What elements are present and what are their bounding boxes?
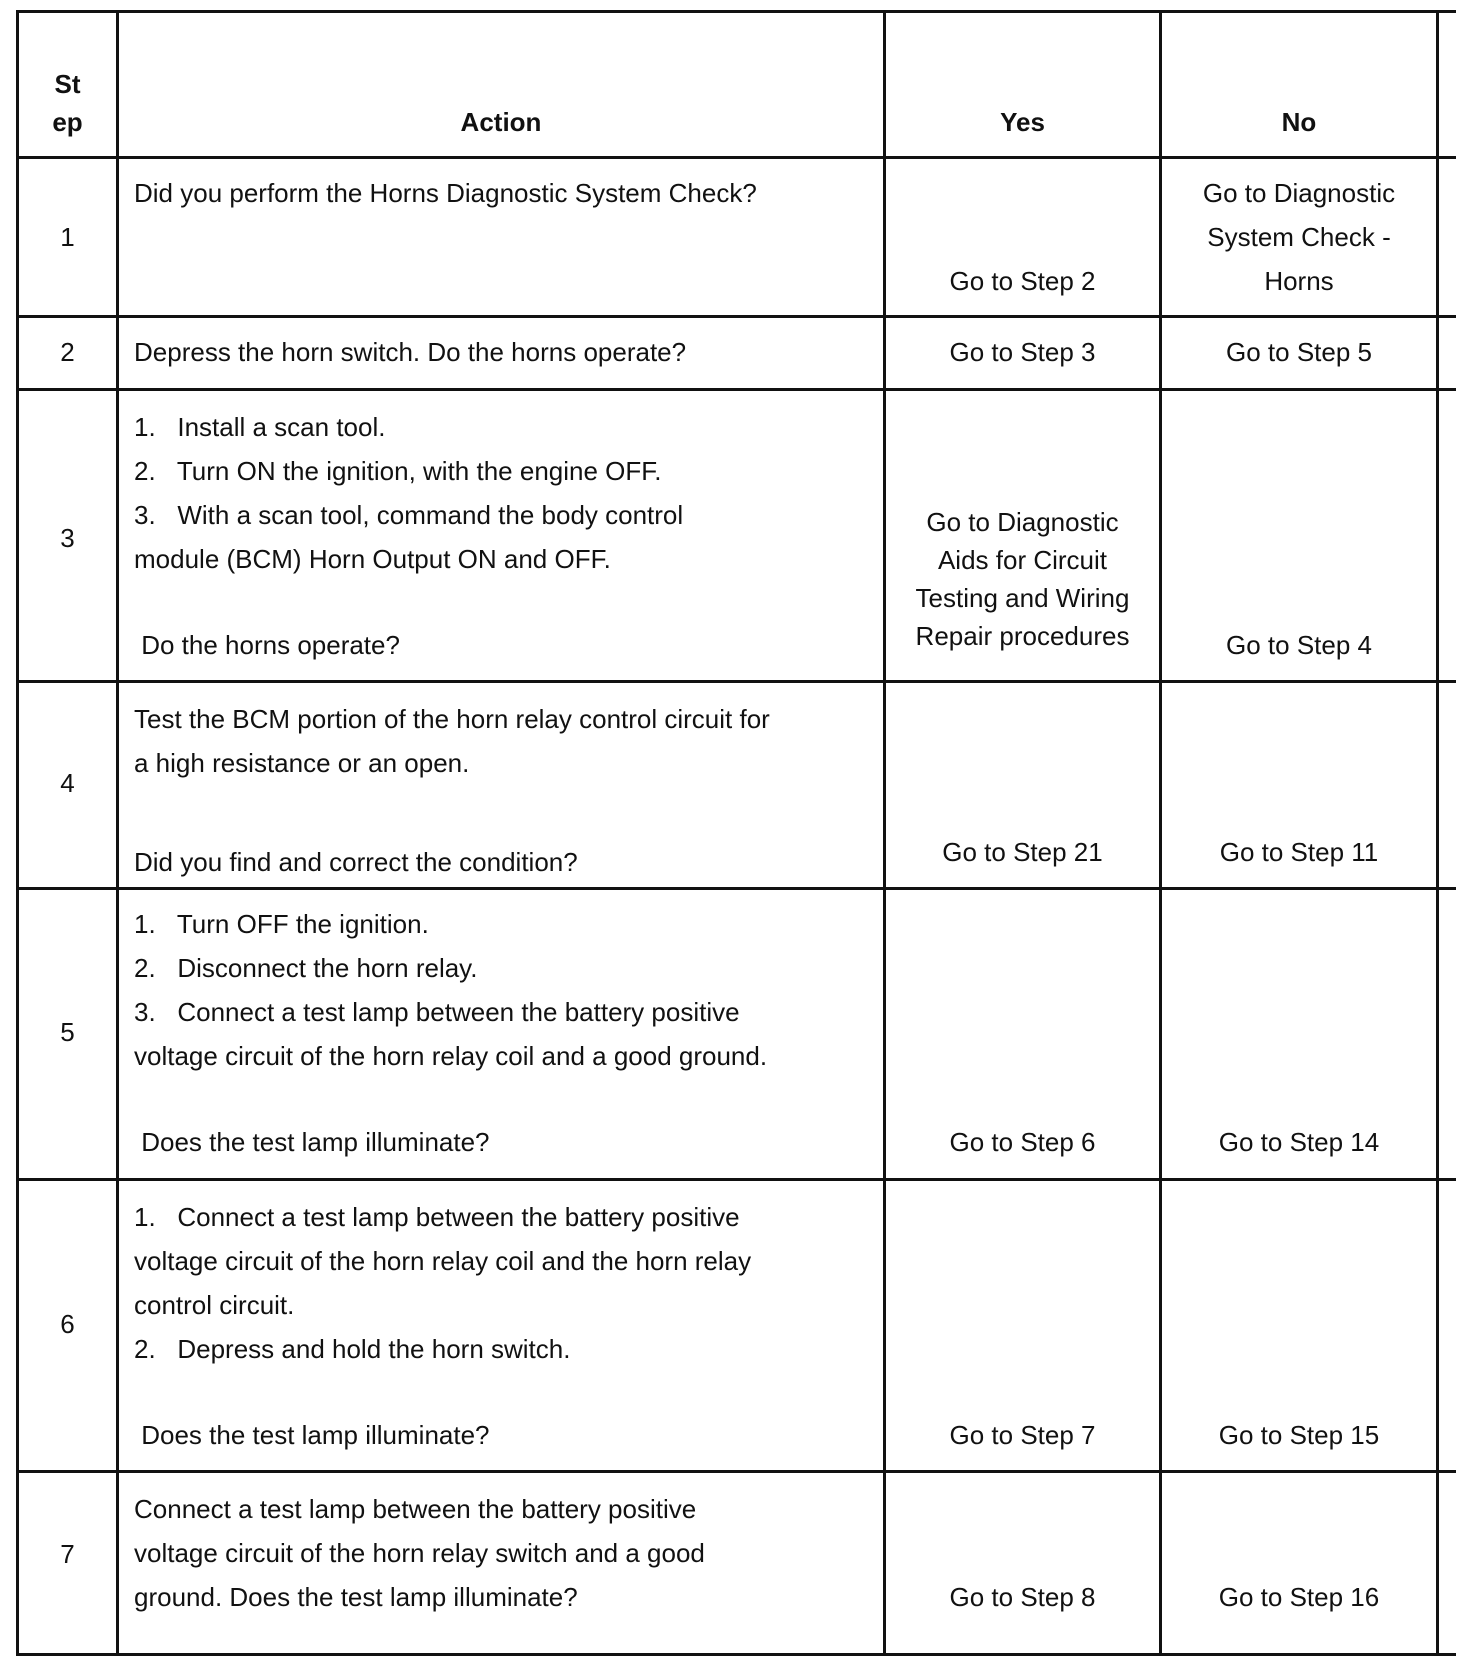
no-result: Horns <box>1264 266 1334 296</box>
yes-result: Go to Step 8 <box>949 1582 1096 1612</box>
action-question: Did you find and correct the condition? <box>134 847 578 877</box>
header-action: Action <box>460 107 542 137</box>
action-question: Do the horns operate? <box>134 630 400 660</box>
action-text: module (BCM) Horn Output ON and OFF. <box>134 544 611 574</box>
action-text: 2. Depress and hold the horn switch. <box>134 1334 571 1364</box>
action-text: 1. Turn OFF the ignition. <box>134 909 429 939</box>
action-text: control circuit. <box>134 1290 295 1320</box>
action-question: Does the test lamp illuminate? <box>134 1127 490 1157</box>
yes-result: Aids for Circuit <box>937 545 1108 575</box>
action-text: voltage circuit of the horn relay coil and a good ground. <box>134 1041 768 1071</box>
yes-result: Go to Step 6 <box>949 1127 1096 1157</box>
yes-result: Go to Diagnostic <box>926 507 1119 537</box>
step-number: 7 <box>60 1539 75 1569</box>
row-divider <box>16 156 1456 159</box>
step-number: 1 <box>60 222 75 252</box>
action-text: ground. Does the test lamp illuminate? <box>134 1582 578 1612</box>
row-divider <box>16 680 1456 683</box>
action-text: 3. With a scan tool, command the body control <box>134 500 684 530</box>
yes-result: Testing and Wiring <box>915 583 1130 613</box>
no-result: Go to Diagnostic <box>1202 178 1396 208</box>
no-result: System Check - <box>1207 222 1391 252</box>
row-divider <box>16 315 1456 318</box>
row-divider <box>16 1178 1456 1181</box>
row-divider <box>16 388 1456 391</box>
action-question: Does the test lamp illuminate? <box>134 1420 490 1450</box>
action-text: 2. Disconnect the horn relay. <box>134 953 478 983</box>
action-text: Did you perform the Horns Diagnostic System Check? <box>134 178 757 208</box>
header-step: St ep <box>52 69 83 137</box>
action-text: voltage circuit of the horn relay coil and the horn relay <box>134 1246 752 1276</box>
no-result: Go to Step 16 <box>1218 1582 1380 1612</box>
row-divider <box>16 887 1456 890</box>
no-result: Go to Step 5 <box>1226 337 1372 367</box>
header-yes: Yes <box>1000 107 1045 137</box>
step-number: 2 <box>60 337 75 367</box>
action-text: 1. Install a scan tool. <box>134 412 386 442</box>
step-number: 5 <box>60 1017 75 1047</box>
yes-result: Go to Step 7 <box>949 1420 1096 1450</box>
step-number: 6 <box>60 1309 75 1339</box>
diagnostic-table <box>16 10 1456 1656</box>
action-text: Connect a test lamp between the battery positive <box>134 1494 697 1524</box>
step-number: 3 <box>60 523 75 553</box>
yes-result: Go to Step 21 <box>942 837 1103 867</box>
no-result: Go to Step 14 <box>1218 1127 1380 1157</box>
header-no: No <box>1281 107 1317 137</box>
action-text: a high resistance or an open. <box>134 748 470 778</box>
action-text: 1. Connect a test lamp between the battery positive <box>134 1202 740 1232</box>
no-result: Go to Step 4 <box>1226 630 1372 660</box>
column-divider <box>116 10 119 1656</box>
action-text: 2. Turn ON the ignition, with the engine OFF. <box>134 456 662 486</box>
table-border-bottom <box>16 1653 1456 1656</box>
table-border-top <box>16 10 1456 13</box>
action-text: voltage circuit of the horn relay switch and a good <box>134 1538 705 1568</box>
table-border-right <box>1436 10 1439 1656</box>
row-divider <box>16 1470 1456 1473</box>
action-text: Depress the horn switch. Do the horns operate? <box>134 337 687 367</box>
yes-result: Go to Step 3 <box>949 337 1096 367</box>
no-result: Go to Step 11 <box>1219 837 1379 867</box>
action-text: Test the BCM portion of the horn relay control circuit for <box>134 704 770 734</box>
no-result: Go to Step 15 <box>1218 1420 1380 1450</box>
step-number: 4 <box>60 768 75 798</box>
yes-result: Go to Step 2 <box>949 266 1096 296</box>
action-text: 3. Connect a test lamp between the battery positive <box>134 997 740 1027</box>
yes-result: Repair procedures <box>915 621 1130 651</box>
